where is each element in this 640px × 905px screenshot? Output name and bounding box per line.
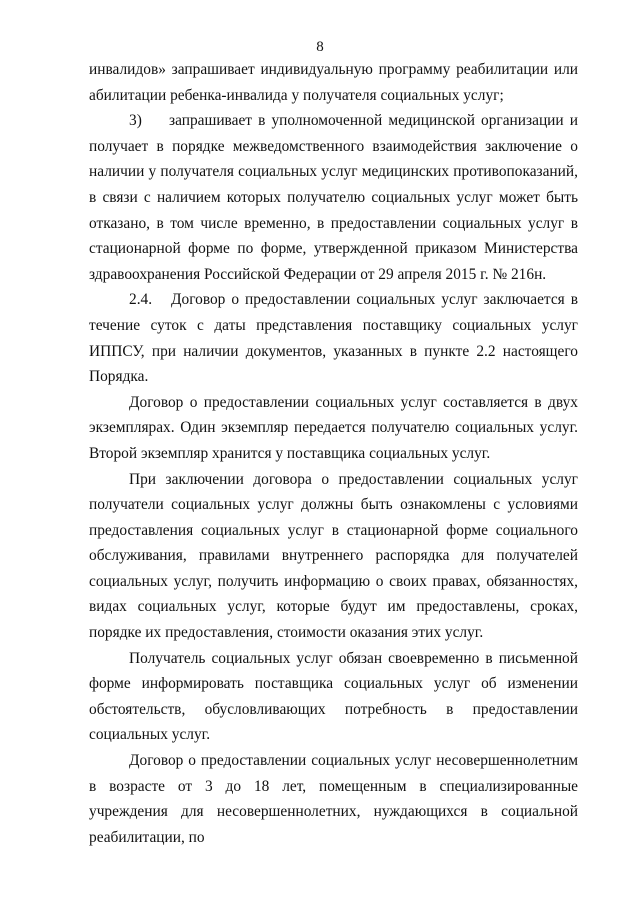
- paragraph-contract-copies: [89, 390, 578, 467]
- paragraph-text: инвалидов» запрашивает индивидуальную программу реабилитации или абилитации ребенка-инвалида у получателя социальных услуг;: [89, 61, 578, 104]
- paragraph-text: запрашивает в уполномоченной медицинской организации и получает в порядке межведомственного взаимодействия заключение о наличии у получателя социальных услуг медицинских противопоказаний, в связи с наличием которых получателю социальных услуг может быть отказано, в том числе временно, в предоставлении социальных услуг в стационарной форме по форме, утвержденной приказом Министерства здравоохранения Российской Федерации от 29 апреля 2015 г. № 216н.: [89, 112, 578, 283]
- paragraph-item-3: [89, 108, 578, 287]
- paragraph-text: Договор о предоставлении социальных услуг заключается в течение суток с даты представления поставщику социальных услуг ИППСУ, при наличии документов, указанных в пункте 2.2 настоящего Порядка.: [89, 291, 578, 386]
- paragraph-text: Договор о предоставлении социальных услуг несовершеннолетним в возрасте от 3 до 18 лет, помещенным в специализированные учреждения для несовершеннолетних, нуждающихся в социальной реабилитации, по: [89, 752, 578, 846]
- paragraph-item-2-4: [89, 287, 578, 389]
- item-number: 3): [129, 112, 142, 130]
- paragraph-text: Договор о предоставлении социальных услуг составляется в двух экземплярах. Один экземпляр передается получателю социальных услуг. Второй экземпляр хранится у поставщика социальных услуг.: [89, 393, 578, 462]
- paragraph-minors-contract: [89, 748, 578, 850]
- paragraph-text: Получатель социальных услуг обязан своевременно в письменной форме информировать поставщика социальных услуг об изменении обстоятельств, обусловливающих потребность в предоставлении социальных услуг.: [89, 649, 578, 744]
- paragraph-recipient-obligation: [89, 646, 578, 748]
- document-body: [89, 57, 578, 850]
- item-number: 2.4.: [129, 291, 153, 309]
- paragraph-continuation: [89, 57, 578, 108]
- paragraph-text: При заключении договора о предоставлении социальных услуг получатели социальных услуг должны быть ознакомлены с условиями предоставления социальных услуг в стационарной форме социального обслуживания, правилами внутреннего распорядка для получателей социальных услуг, получить информацию о своих правах, обязанностях, видах социальных услуг, которые будут им предоставлены, сроках, порядке их предоставления, стоимости оказания этих услуг.: [89, 470, 578, 642]
- page-number: 8: [316, 39, 324, 55]
- paragraph-contract-conditions: [89, 467, 578, 646]
